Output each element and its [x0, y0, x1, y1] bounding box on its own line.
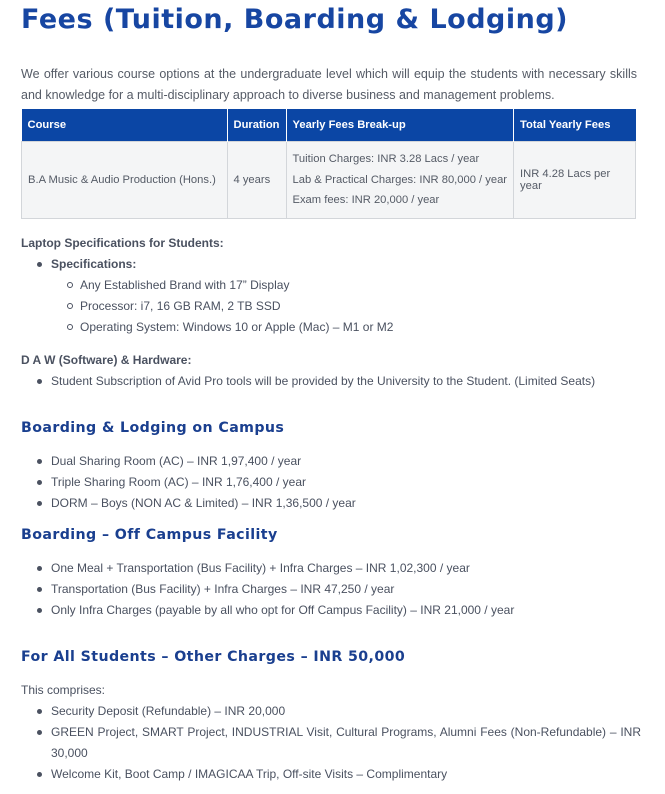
cell-total: INR 4.28 Lacs per year: [514, 142, 636, 219]
page-title: Fees (Tuition, Boarding & Lodging): [21, 4, 568, 35]
list-item: [21, 254, 641, 338]
list-item: Welcome Kit, Boot Camp / IMAGICAA Trip, Off-site Visits – Complimentary: [21, 764, 641, 785]
laptop-section: [21, 233, 641, 338]
breakup-lab: Lab & Practical Charges: INR 80,000 / year: [292, 173, 508, 186]
list-item: Triple Sharing Room (AC) – INR 1,76,400 / year: [21, 472, 641, 493]
specifications-list: [21, 275, 641, 338]
list-item: Dual Sharing Room (AC) – INR 1,97,400 / year: [21, 451, 641, 472]
intro-paragraph: We offer various course options at the undergraduate level which will equip the students with necessary skills and knowledge for a multi-disciplinary approach to diverse business and management problems.: [21, 66, 637, 102]
list-item: Transportation (Bus Facility) + Infra Charges – INR 47,250 / year: [21, 579, 641, 600]
breakup-tuition: Tuition Charges: INR 3.28 Lacs / year: [292, 153, 480, 166]
header-duration: Duration: [227, 109, 286, 142]
boarding-on-campus-heading: Boarding & Lodging on Campus: [21, 420, 285, 436]
fees-table: [21, 109, 636, 219]
laptop-list: [21, 254, 641, 338]
list-item: Any Established Brand with 17” Display: [21, 275, 641, 296]
header-course: Course: [22, 109, 228, 142]
boarding-off-campus-heading: Boarding – Off Campus Facility: [21, 527, 278, 543]
table-header-row: [22, 109, 636, 142]
list-item: DORM – Boys (NON AC & Limited) – INR 1,36,500 / year: [21, 493, 641, 514]
daw-list: [21, 371, 641, 392]
breakup-exam: Exam fees: INR 20,000 / year: [292, 194, 440, 207]
specifications-label: Specifications:: [51, 257, 137, 271]
cell-duration: 4 years: [227, 142, 286, 219]
list-item: GREEN Project, SMART Project, INDUSTRIAL Visit, Cultural Programs, Alumni Fees (Non-Refundable) – INR 30,000: [21, 722, 641, 764]
other-charges-list: [21, 701, 641, 785]
laptop-heading: Laptop Specifications for Students:: [21, 236, 224, 250]
other-charges-heading: For All Students – Other Charges – INR 50,000: [21, 649, 406, 665]
list-item: Processor: i7, 16 GB RAM, 2 TB SSD: [21, 296, 641, 317]
daw-section: [21, 350, 641, 392]
cell-breakup: [286, 142, 514, 219]
boarding-off-campus-section: [21, 558, 641, 621]
daw-heading: D A W (Software) & Hardware:: [21, 353, 192, 367]
list-item: Security Deposit (Refundable) – INR 20,000: [21, 701, 641, 722]
comprises-label: This comprises:: [21, 683, 106, 697]
list-item: One Meal + Transportation (Bus Facility) + Infra Charges – INR 1,02,300 / year: [21, 558, 641, 579]
list-item: Operating System: Windows 10 or Apple (Mac) – M1 or M2: [21, 317, 641, 338]
table-row: [22, 142, 636, 219]
cell-course: B.A Music & Audio Production (Hons.): [22, 142, 228, 219]
boarding-on-campus-section: [21, 451, 641, 514]
list-item: Only Infra Charges (payable by all who opt for Off Campus Facility) – INR 21,000 / year: [21, 600, 641, 621]
header-breakup: Yearly Fees Break-up: [286, 109, 514, 142]
list-item: Student Subscription of Avid Pro tools will be provided by the University to the Student. (Limited Seats): [21, 371, 641, 392]
header-total: Total Yearly Fees: [514, 109, 636, 142]
boarding-off-campus-list: [21, 558, 641, 621]
other-charges-section: [21, 680, 641, 785]
boarding-on-campus-list: [21, 451, 641, 514]
